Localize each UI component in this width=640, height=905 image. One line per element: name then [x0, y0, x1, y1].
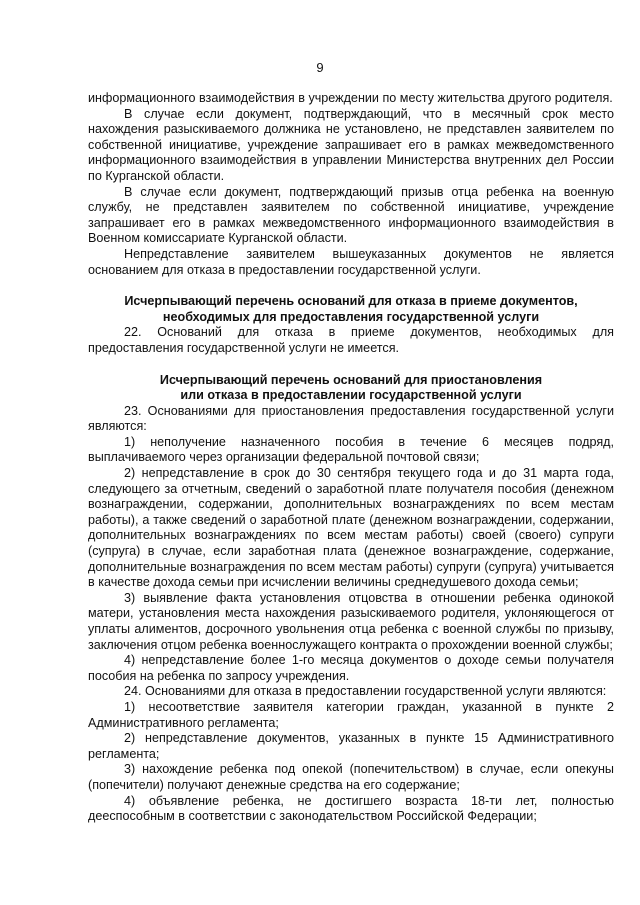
section-heading-line: Исчерпывающий перечень оснований для отказа в приеме документов,: [124, 294, 578, 309]
list-item-23-2: 2) непредставление в срок до 30 сентября текущего года и до 31 марта года, следующего за отчетным, сведений о заработной плате получателя пособия (денежном вознаграждении, содержании, дополнительных вознаграждениях по всем местам работы), а также сведений о заработной плате (денежном вознаграждении, содержании, дополнительных вознаграждениях по всем местам работы) своей (своего) супруги (супруга) в случае, если заработная плата (денежное вознаграждение, содержание, дополнительные вознаграждения по всем местам работы) супруги (супруга) учитывается в качестве дохода семьи при исчислении величины среднедушевого дохода семьи;: [88, 466, 614, 590]
paragraph-debtor-search: В случае если документ, подтверждающий, что в месячный срок место нахождения разыскиваемого должника не установлено, не представлен заявителем по собственной инициативе, учреждение запрашивает его в рамках межведомственного информационного взаимодействия в управлении Министерства внутренних дел России по Курганской области.: [88, 106, 614, 183]
list-item-24-1: 1) несоответствие заявителя категории граждан, указанной в пункте 2 Административного регламента;: [88, 699, 614, 730]
section-heading-line: необходимых для предоставления государственной услуги: [162, 309, 540, 324]
page-number: 9: [316, 60, 324, 75]
list-item-23-1: 1) неполучение назначенного пособия в течение 6 месяцев подряд, выплачиваемого через организации федеральной почтовой связи;: [88, 434, 614, 465]
paragraph-23: 23. Основаниями для приостановления предоставления государственной услуги являются:: [88, 403, 614, 434]
section-refusal-acceptance: [88, 294, 614, 356]
list-item-23-4: 4) непредставление более 1-го месяца документов о доходе семьи получателя пособия на ребенка по запросу учреждения.: [88, 653, 614, 683]
list-item-24-2: 2) непредставление документов, указанных в пункте 15 Административного регламента;: [88, 731, 614, 761]
paragraph-22: 22. Оснований для отказа в приеме документов, необходимых для предоставления государственной услуги не имеется.: [88, 325, 614, 355]
list-item-23-3: 3) выявление факта установления отцовства в отношении ребенка одинокой матери, установления места нахождения разыскиваемого родителя, уклоняющегося от уплаты алиментов, досрочного увольнения отца ребенка с военной службы по призыву, заключения отцом ребенка военнослужащего контракта о прохождении военной службы;: [88, 590, 614, 652]
page-body: [88, 91, 614, 825]
paragraph-non-submission: Непредставление заявителем вышеуказанных документов не является основанием для отказа в предоставлении государственной услуги.: [88, 246, 614, 277]
section-suspension-refusal: [88, 373, 614, 825]
paragraph-military-service: В случае если документ, подтверждающий призыв отца ребенка на военную службу, не представлен заявителем по собственной инициативе, учреждение запрашивает его в рамках межведомственного информационного взаимодействия в Военном комиссариате Курганской области.: [88, 184, 614, 246]
paragraph-24: 24. Основаниями для отказа в предоставлении государственной услуги являются:: [124, 684, 607, 699]
list-item-24-3: 3) нахождение ребенка под опекой (попечительством) в случае, если опекуны (попечители) получают денежные средства на его содержание;: [88, 762, 614, 792]
section-heading-line: Исчерпывающий перечень оснований для приостановления: [159, 372, 543, 387]
paragraph-continuation: информационного взаимодействия в учреждении по месту жительства другого родителя.: [88, 91, 613, 105]
list-item-24-4: 4) объявление ребенка, не достигшего возраста 18-ти лет, полностью дееспособным в соответствии с законодательством Российской Федерации;: [88, 793, 614, 824]
section-heading-line: или отказа в предоставлении государственной услуги: [180, 388, 522, 403]
